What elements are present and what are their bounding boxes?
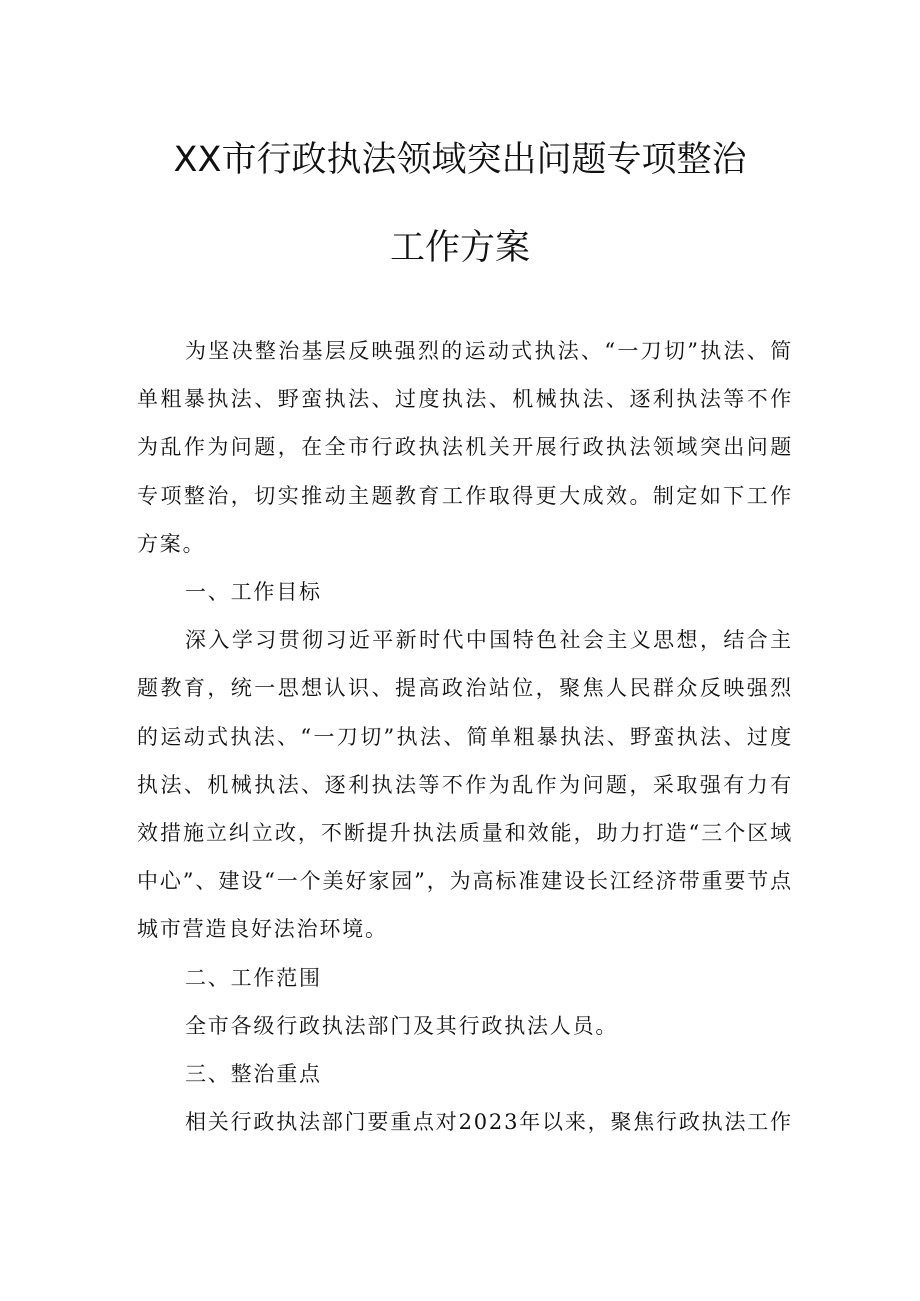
document-body	[137, 327, 793, 1146]
goals-paragraph: 深入学习贯彻习近平新时代中国特色社会主义思想，结合主题教育，统一思想认识、提高政治站位，聚焦人民群众反映强烈的运动式执法、“一刀切”执法、简单粗暴执法、野蛮执法、过度执法、机械执法、逐利执法等不作为乱作为问题，采取强有力有效措施立纠立改，不断提升执法质量和效能，助力打造“三个区域中心”、建设“一个美好家园”，为高标准建设长江经济带重要节点城市营造良好法治环境。	[137, 628, 793, 942]
intro-paragraph: 为坚决整治基层反映强烈的运动式执法、“一刀切”执法、简单粗暴执法、野蛮执法、过度执法、机械执法、逐利执法等不作为乱作为问题，在全市行政执法机关开展行政执法领域突出问题专项整治，切实推动主题教育工作取得更大成效。制定如下工作方案。	[137, 339, 793, 556]
focus-paragraph: 相关行政执法部门要重点对2023年以来，聚焦行政执法工作	[185, 1110, 793, 1135]
document-title-line-2: 工作方案	[389, 228, 530, 268]
section-heading-goals: 一、工作目标	[185, 580, 322, 605]
document-title-line-1: XX市行政执法领域突出问题专项整治	[173, 140, 747, 180]
scope-paragraph: 全市各级行政执法部门及其行政执法人员。	[185, 1013, 619, 1038]
section-heading-scope: 二、工作范围	[185, 965, 322, 990]
section-heading-focus: 三、整治重点	[185, 1062, 322, 1087]
